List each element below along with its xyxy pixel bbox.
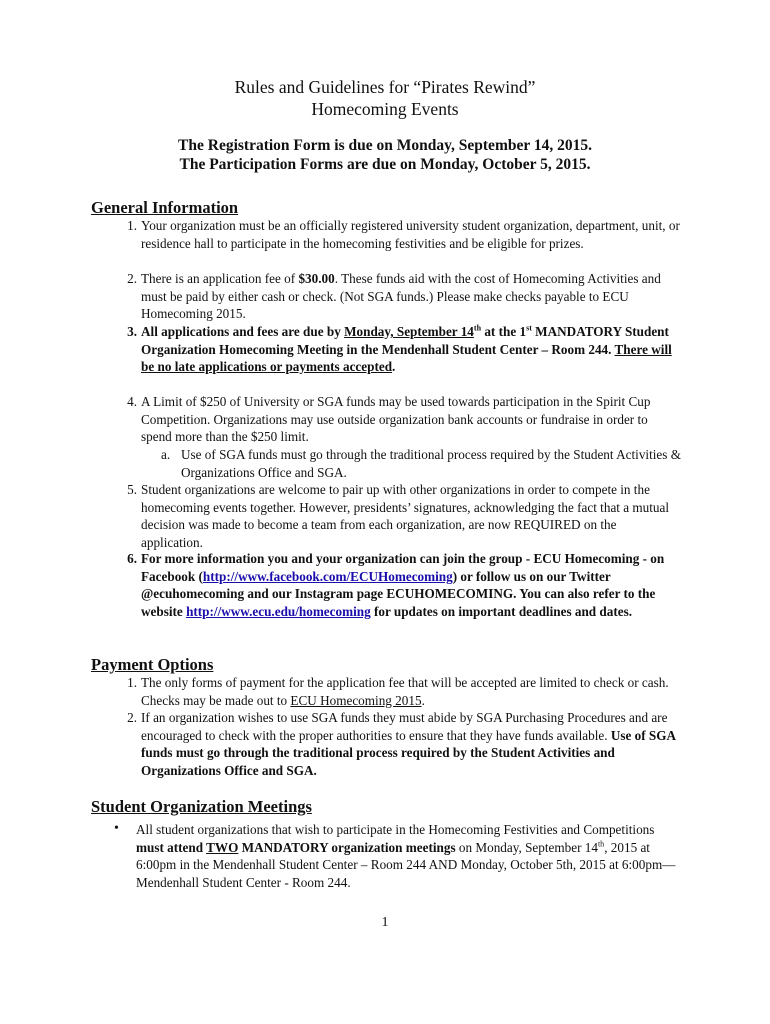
facebook-link[interactable]: http://www.facebook.com/ECUHomecoming — [202, 568, 453, 584]
meetings-bullet-item — [114, 821, 681, 891]
ordinal-suffix: th — [597, 839, 605, 849]
application-fee: $30.00 — [298, 271, 335, 286]
list-item-number: 3. — [127, 324, 137, 339]
list-item — [127, 393, 681, 446]
list-item-text: All applications and fees are due by — [141, 324, 345, 339]
ordinal-suffix: st — [526, 323, 532, 333]
no-late-applications-notice: There will be no late applications or payments accepted — [141, 341, 672, 375]
homecoming-website-link[interactable]: http://www.ecu.edu/homecoming — [186, 603, 371, 619]
list-item — [127, 674, 681, 709]
section-heading-payment-options: Payment Options — [91, 655, 214, 674]
list-item-text: . — [392, 359, 396, 375]
list-item-number: 2. — [127, 710, 137, 725]
deadline-date: Monday, September 14 — [344, 324, 474, 339]
mandatory-notice: MANDATORY organization meetings — [238, 839, 456, 855]
sga-funds-requirement: Use of SGA funds must go through the traditional process required by the Student Activities and Organizations Office and SGA. — [141, 727, 676, 778]
bullet-icon: • — [114, 821, 119, 836]
list-item — [127, 270, 681, 323]
list-item-text: Student organizations are welcome to pair up with other organizations in order to compete in the homecoming events together. However, presidents’ signatures, acknowledging the fact that a mutual decision was made to become a team from each organization, are now REQUIRED on the application. — [141, 482, 670, 550]
list-item-number: 5. — [127, 482, 137, 497]
list-item-number: 2. — [127, 271, 137, 286]
list-item-text: for updates on important deadlines and dates. — [370, 603, 633, 619]
list-item-text: . These funds aid with the cost of Homecoming Activities and must be paid by either cash or check. (Not SGA funds.) Please make checks payable to ECU Homecoming 2015. — [141, 271, 661, 322]
sub-list-item — [161, 446, 681, 481]
list-item-number: 4. — [127, 394, 137, 409]
registration-due-notice: The Registration Form is due on Monday, September 14, 2015. — [178, 137, 592, 154]
list-item — [127, 481, 681, 551]
list-item-text: There is an application fee of — [141, 271, 299, 286]
list-item-text: ) or follow us on our Twitter @ecuhomecoming and our Instagram page ECUHOMECOMING. You can also refer to the website — [141, 568, 656, 619]
check-payee: ECU Homecoming 2015 — [290, 692, 422, 708]
list-item — [127, 550, 681, 620]
list-item-number: 1. — [127, 218, 137, 233]
list-item-text: The only forms of payment for the application fee that will be accepted are limited to check or cash. Checks may be made out to — [141, 675, 669, 708]
section-heading-student-organization-meetings: Student Organization Meetings — [91, 797, 312, 816]
list-item-number: 6. — [127, 551, 137, 566]
list-item — [127, 323, 681, 376]
list-item-text: on Monday, September 14 — [455, 839, 598, 855]
list-item-text: A Limit of $250 of University or SGA funds may be used towards participation in the Spirit Cup Competition. Organizations may use outside organization bank accounts or fundraise in order to spend more than the $250 limit. — [141, 394, 651, 445]
participation-due-notice: The Participation Forms are due on Monday, October 5, 2015. — [179, 156, 591, 173]
list-item-number: 1. — [127, 675, 137, 690]
document-title-line1: Rules and Guidelines for “Pirates Rewind” — [234, 77, 536, 97]
mandatory-notice: must attend — [136, 839, 207, 855]
list-item-text: Your organization must be an officially registered university student organization, department, unit, or residence hall to participate in the homecoming festivities and be eligible for prizes. — [141, 218, 680, 251]
sub-list-item-text: Use of SGA funds must go through the traditional process required by the Student Activities & Organizations Office and SGA. — [181, 447, 681, 480]
list-item-text: For more information you and your organization can join the group - ECU Homecoming - on Facebook ( — [141, 551, 665, 584]
list-item-text: MANDATORY Student Organization Homecoming Meeting in the Mendenhall Student Center – Room 244. — [141, 324, 669, 357]
section-heading-general-information: General Information — [91, 198, 239, 217]
list-item — [127, 709, 681, 779]
list-item-text: , 2015 at 6:00pm in the Mendenhall Student Center – Room 244 AND Monday, October 5th, 2015 at 6:00pm—Mendenhall Student Center - Room 244. — [136, 839, 676, 890]
list-item-text: . — [421, 692, 425, 708]
list-item-text: at the 1 — [481, 324, 527, 339]
ordinal-suffix: th — [473, 323, 482, 333]
list-item-text: If an organization wishes to use SGA funds they must abide by SGA Purchasing Procedures and are encouraged to check with the proper authorities to ensure that they have funds available. — [141, 710, 668, 743]
list-item-text: All student organizations that wish to participate in the Homecoming Festivities and Competitions — [136, 822, 655, 837]
sub-list-item-letter: a. — [161, 447, 171, 462]
page-number: 1 — [381, 915, 389, 930]
list-item — [127, 217, 681, 252]
document-title-line2: Homecoming Events — [311, 99, 459, 119]
meeting-count: TWO — [206, 839, 239, 855]
